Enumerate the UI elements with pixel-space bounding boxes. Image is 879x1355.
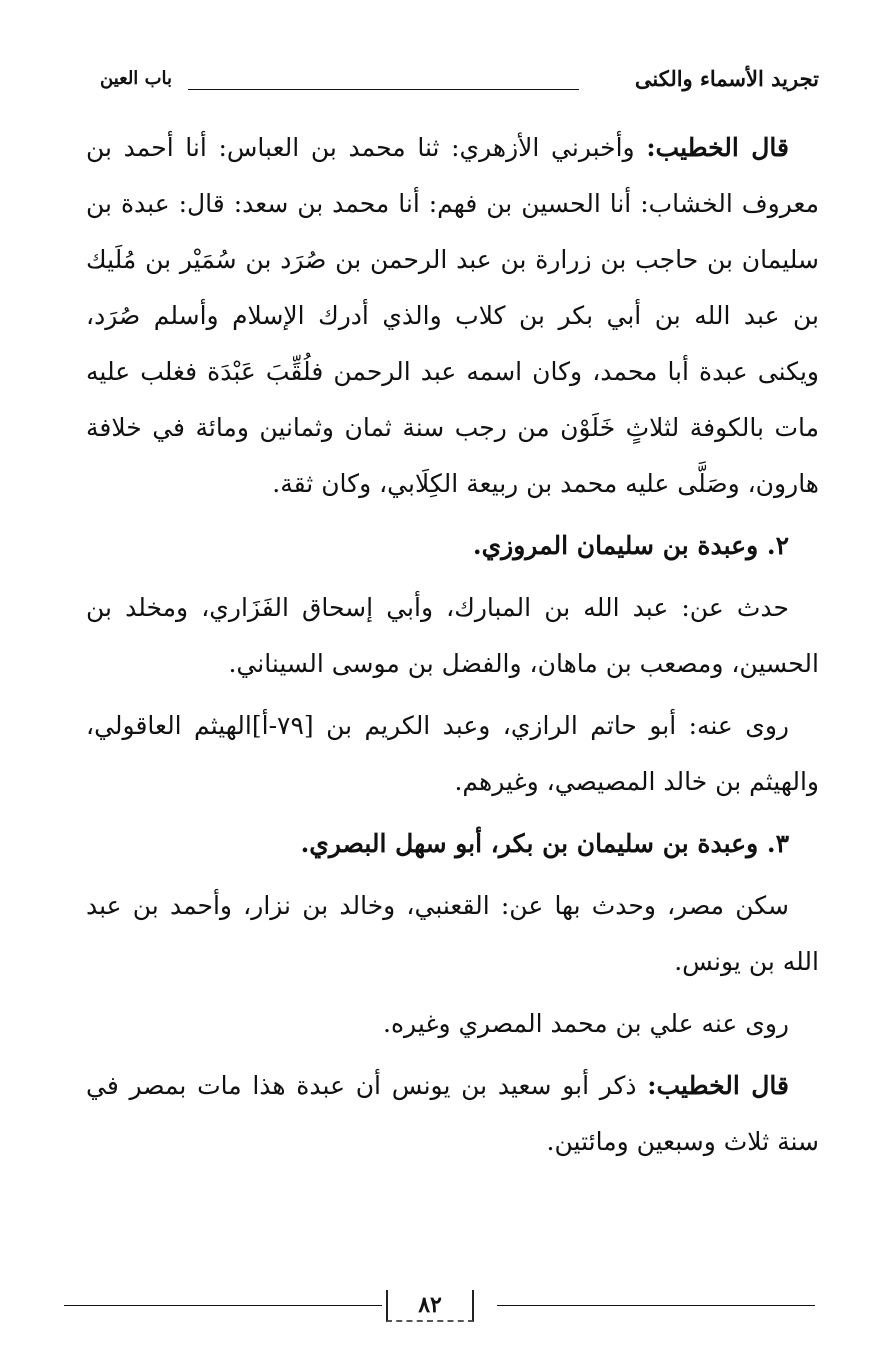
paragraph-lived-in-egypt xyxy=(86,878,819,990)
heading-text: ٢. وعبدة بن سليمان المروزي. xyxy=(472,531,789,560)
heading-text: ٣. وعبدة بن سليمان بن بكر، أبو سهل البصري. xyxy=(300,829,789,858)
paragraph-text: ذكر أبو سعيد بن يونس أن عبدة هذا مات بمصر في سنة ثلاث وسبعين ومائتين. xyxy=(86,1071,819,1156)
paragraph-text: سكن مصر، وحدث بها عن: القعنبي، وخالد بن نزار، وأحمد بن عبد الله بن يونس. xyxy=(86,891,819,976)
running-header xyxy=(100,66,819,106)
entry-heading-3 xyxy=(86,816,819,872)
entry-heading-2 xyxy=(86,518,819,574)
paragraph-khatib-first xyxy=(86,120,819,512)
footer-rule-right xyxy=(497,1305,815,1306)
book-title: تجريد الأسماء والكنى xyxy=(634,66,819,91)
paragraph-narrated-by-2 xyxy=(86,996,819,1052)
header-rule xyxy=(188,89,579,90)
paragraph-khatib-last xyxy=(86,1058,819,1170)
chapter-title: باب العين xyxy=(100,68,173,89)
footer-rule-left xyxy=(64,1305,382,1306)
paragraph-narrated-by xyxy=(86,698,819,810)
paragraph-text: روى عنه: أبو حاتم الرازي، وعبد الكريم بن [٧٩-أ]الهيثم العاقولي، والهيثم بن خالد المصيصي، وغيرهم. xyxy=(86,711,819,796)
page-number: ٨٢ xyxy=(386,1290,474,1322)
body-text xyxy=(86,120,819,1176)
paragraph-text: حدث عن: عبد الله بن المبارك، وأبي إسحاق الفَزَاري، ومخلد بن الحسين، ومصعب بن ماهان، والفضل بن موسى السيناني. xyxy=(86,593,819,678)
paragraph-text: روى عنه علي بن محمد المصري وغيره. xyxy=(383,1009,789,1038)
page-footer xyxy=(64,1290,815,1326)
paragraph-text: وأخبرني الأزهري: ثنا محمد بن العباس: أنا أحمد بن معروف الخشاب: أنا الحسين بن فهم: أنا محمد بن سعد: قال: عبدة بن سليمان بن حاجب بن زرارة بن عبد الرحمن بن صُرَد بن سُمَيْر بن مُلَيك بن عبد الله بن أبي بكر بن كلاب والذي أدرك الإسلام وأسلم صُرَد، ويكنى عبدة أبا محمد، وكان اسمه عبد الرحمن فلُقِّبَ عَبْدَة فغلب عليه مات بالكوفة لثلاثٍ خَلَوْن من رجب سنة ثمان وثمانين ومائة في خلافة هارون، وصَلَّى عليه محمد بن ربيعة الكِلَابي، وكان ثقة. xyxy=(86,133,819,498)
paragraph-narrated-from xyxy=(86,580,819,692)
paragraph-lead: قال الخطيب: xyxy=(647,1071,789,1100)
paragraph-lead: قال الخطيب: xyxy=(646,133,790,162)
